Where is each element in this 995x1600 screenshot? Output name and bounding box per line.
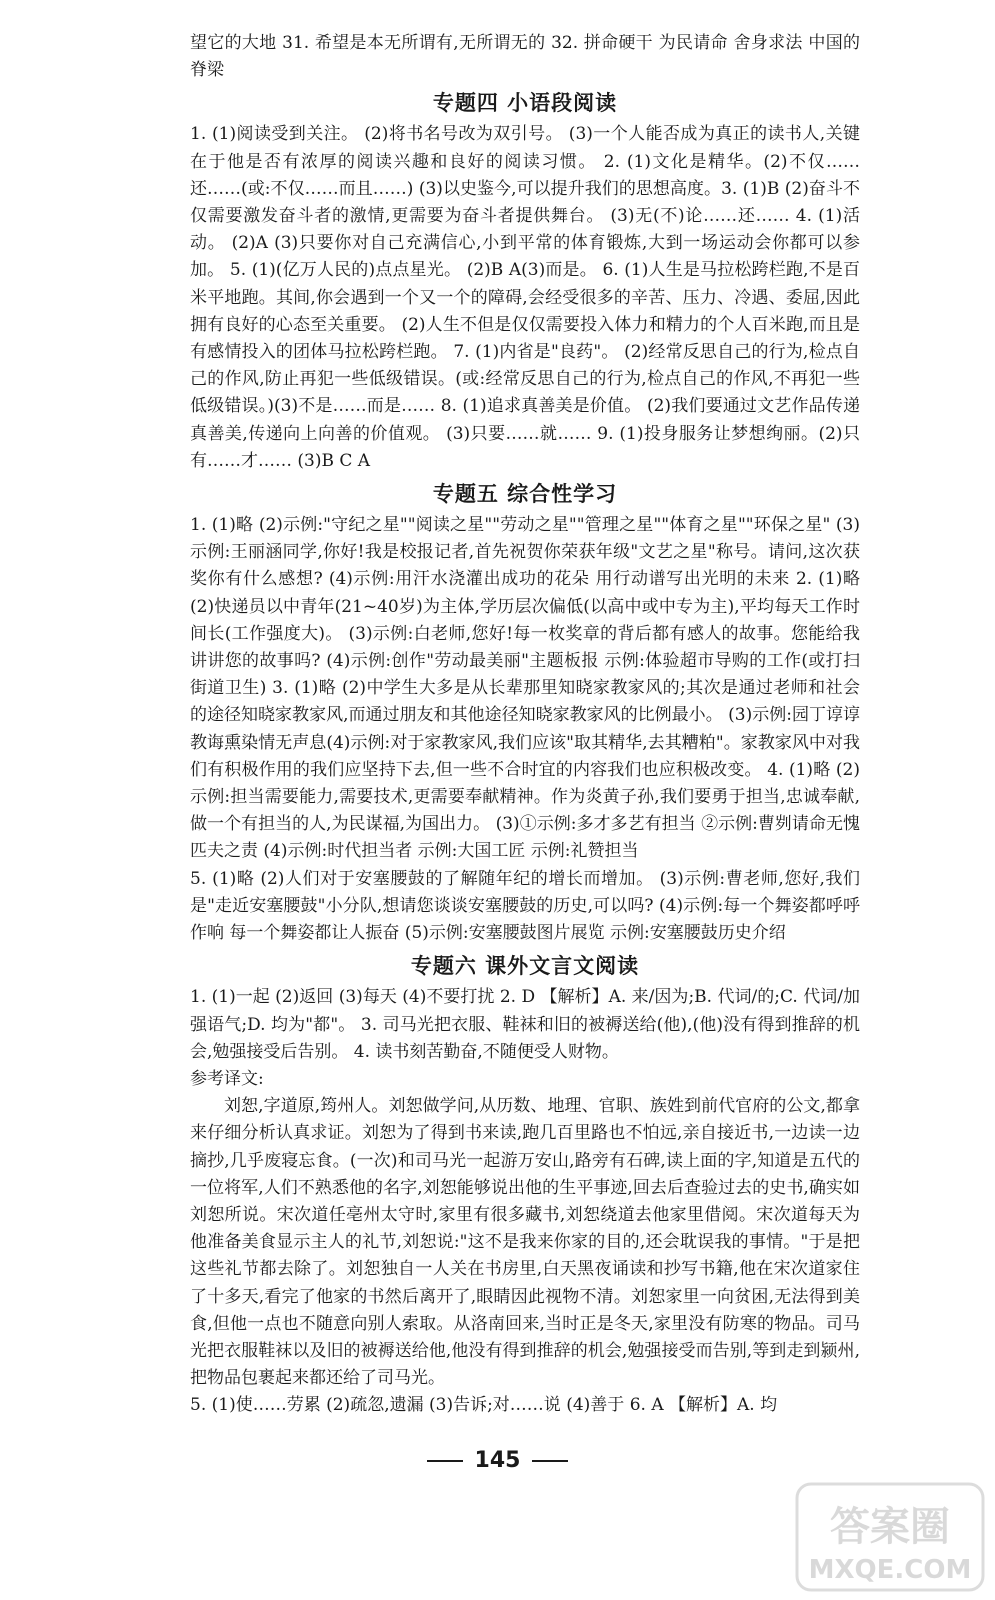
section-5-answers-q5: 5. (1)略 (2)人们对于安塞腰鼓的了解随年纪的增长而增加。 (3)示例:曹老师,您好,我们是"走近安塞腰鼓"小分队,想请您谈谈安塞腰鼓的历史,可以吗? (4)示例:每一个舞姿都呼呼作响 每一个舞姿都让人振奋 (5)示例:安塞腰鼓图片展览 示例:安塞腰鼓历史介绍 [190,868,860,944]
dash-right [532,1460,568,1462]
section-title-5: 专题五 综合性学习 [432,482,618,507]
page-number [0,1448,995,1473]
svg-text:答案圈: 答案圈 [830,1504,950,1550]
reference-translation-label: 参考译文: [190,1068,264,1089]
top-continuation: 望它的大地 31. 希望是本无所谓有,无所谓无的 32. 拼命硬干 为民请命 舍身求法 中国的脊梁 [190,33,860,81]
dash-left [427,1460,463,1462]
watermark-logo [795,1482,985,1592]
section-6-answers-continued: 5. (1)使……劳累 (2)疏忽,遗漏 (3)告诉;对……说 (4)善于 6. A 【解析】A. 均 [190,1395,778,1416]
svg-text:MXQE.COM: MXQE.COM [808,1555,972,1585]
section-4-answers: 1. (1)阅读受到关注。 (2)将书名号改为双引号。 (3)一个人能否成为真正的读书人,关键在于他是否有浓厚的阅读兴趣和良好的阅读习惯。 2. (1)文化是精华。(2)不仅……还……(或:不仅……而且……) (3)以史鉴今,可以提升我们的思想高度。3. (1)B (2)奋斗不仅需要激发奋斗者的激情,更需要为奋斗者提供舞台。 (3)无(不)论……还…… 4. (1)活动。 (2)A (3)只要你对自己充满信心,小到平常的体育锻炼,大到一场运动会你都可以参加。 5. (1)(亿万人民的)点点星光。 (2)B A(3)而是。 6. (1)人生是马拉松跨栏跑,不是百米平地跑。其间,你会遇到一个又一个的障碍,会经受很多的辛苦、压力、冷遇、委屈,因此拥有良好的心态至关重要。 (2)人生不但是仅仅需要投入体力和精力的个人百米跑,而且是有感情投入的团体马拉松跨栏跑。 7. (1)内省是"良药"。 (2)经常反思自己的行为,检点自己的作风,防止再犯一些低级错误。(或:经常反思自己的行为,检点自己的作风,不再犯一些低级错误。)(3)不是……而是…… 8. (1)追求真善美是价值。 (2)我们要通过文艺作品传递真善美,传递向上向善的价值观。 (3)只要……就…… 9. (1)投身服务让梦想绚丽。(2)只有……才…… (3)B C A [190,124,860,471]
section-5-answers: 1. (1)略 (2)示例:"守纪之星""阅读之星""劳动之星""管理之星""体育之星""环保之星" (3)示例:王丽涵同学,你好!我是校报记者,首先祝贺你荣获年级"文艺之星"称号。请问,这次获奖你有什么感想? (4)示例:用汗水浇灌出成功的花朵 用行动谱写出光明的未来 2. (1)略 (2)快递员以中青年(21~40岁)为主体,学历层次偏低(以高中或中专为主),平均每天工作时间长(工作强度大)。 (3)示例:白老师,您好!每一枚奖章的背后都有感人的故事。您能给我讲讲您的故事吗? (4)示例:创作"劳动最美丽"主题板报 示例:体验超市导购的工作(或打扫街道卫生) 3. (1)略 (2)中学生大多是从长辈那里知晓家教家风的;其次是通过老师和社会的途径知晓家教家风,而通过朋友和其他途径知晓家教家风的比例最小。 (3)示例:园丁谆谆教诲熏染情无声息(4)示例:对于家教家风,我们应该"取其精华,去其糟粕"。家教家风中对我们有积极作用的我们应坚持下去,但一些不合时宜的内容我们也应积极改变。 4. (1)略 (2)示例:担当需要能力,需要技术,更需要奉献精神。作为炎黄子孙,我们要勇于担当,忠诚奉献,做一个有担当的人,为民谋福,为国出力。 (3)①示例:多才多艺有担当 ②示例:曹刿请命无愧匹夫之责 (4)示例:时代担当者 示例:大国工匠 示例:礼赞担当 [190,515,860,862]
section-title-6: 专题六 课外文言文阅读 [410,954,640,979]
reference-translation: 刘恕,字道原,筠州人。刘恕做学问,从历数、地理、官职、族姓到前代官府的公文,都拿来仔细分析认真求证。刘恕为了得到书来读,跑几百里路也不怕远,亲自接近书,一边读一边摘抄,几乎废寝忘食。(一次)和司马光一起游万安山,路旁有石碑,读上面的字,知道是五代的一位将军,人们不熟悉他的名字,刘恕能够说出他的生平事迹,回去后查验过去的史书,确实如刘恕所说。宋次道任亳州太守时,家里有很多藏书,刘恕绕道去他家里借阅。宋次道每天为他准备美食显示主人的礼节,刘恕说:"这不是我来你家的目的,还会耽误我的事情。"于是把这些礼节都去除了。刘恕独自一人关在书房里,白天黑夜诵读和抄写书籍,他在宋次道家住了十多天,看完了他家的书然后离开了,眼睛因此视物不清。刘恕家里一向贫困,无法得到美食,但他一点也不随意向别人索取。从洛南回来,当时正是冬天,家里没有防寒的物品。司马光把衣服鞋袜以及旧的被褥送给他,他没有得到推辞的机会,勉强接受而告别,等到走到颍州,把物品包裹起来都还给了司马光。 [190,1096,860,1389]
section-title-4: 专题四 小语段阅读 [432,91,618,116]
answer-page [190,30,860,1420]
page-number-text: 145 [474,1448,521,1473]
section-6-answers: 1. (1)一起 (2)返回 (3)每天 (4)不要打扰 2. D 【解析】A. 来/因为;B. 代词/的;C. 代词/加强语气;D. 均为"都"。 3. 司马光把衣服、鞋袜和旧的被褥送给(他),(他)没有得到推辞的机会,勉强接受后告别。 4. 读书刻苦勤奋,不随便受人财物。 [190,987,860,1062]
